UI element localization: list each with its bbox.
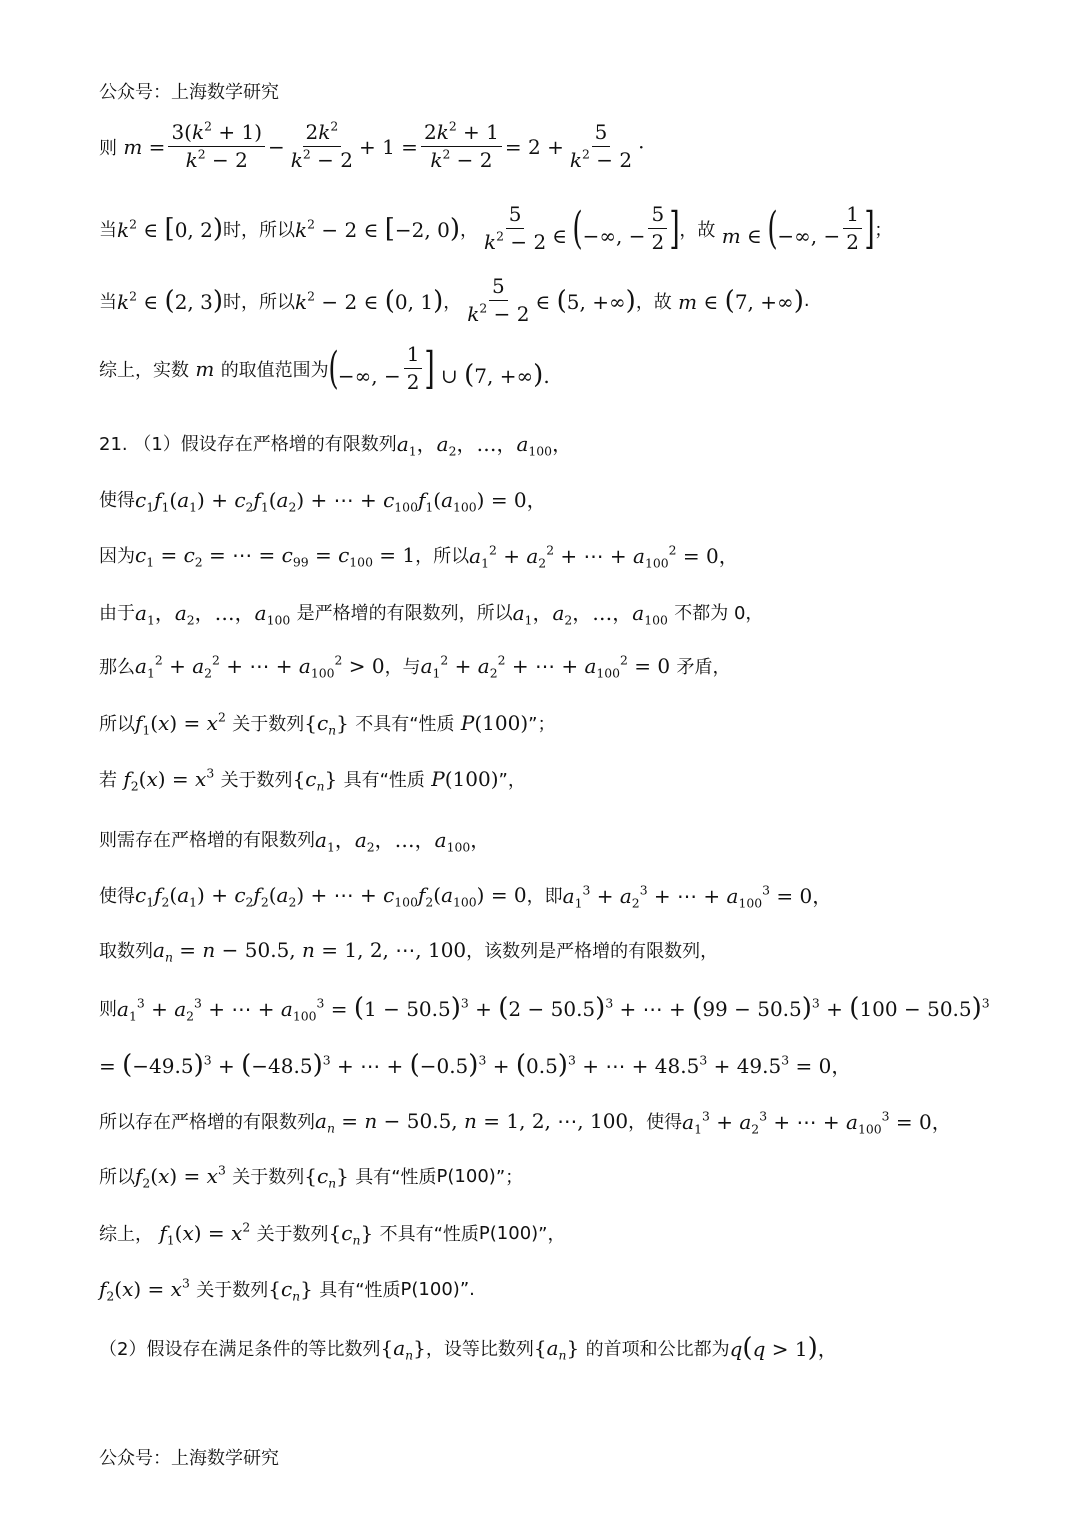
range-conclusion: 综上，实数 m 的取值范围为 (−∞, − $\frac{1}{2}$ ] ∪ (7, +∞). bbox=[99, 342, 550, 394]
line-f1-no-property: 所以 $f_1(x) = x^2$ 关于数列 $\{c_n\}$ 不具有“性质 P(100) ”； bbox=[99, 709, 556, 738]
line-c1f2: 使得 $c_1f_2(a_1) + c_2f_2(a_2)$ + ⋯ + $c_{100}f_2(a_{100}) = 0$ ，即 $a_1^3 + a_2^3$ + ⋯ + $a_{100}^3 = 0$， bbox=[99, 882, 833, 911]
line-cube-sum-2: = $(-49.5)^3 + (-48.5)^3$ + ⋯ + $(-0.5)^3 + (0.5)^3$ + ⋯ + $48.5^3 + 49.5^3 = 0$， bbox=[99, 1050, 852, 1080]
line-f2-has-property: 所以 $f_2(x) = x^3$ 关于数列 $\{c_n\}$ 具有“性质 P(100) ”； bbox=[99, 1162, 524, 1191]
case-line-1: 当 $k^2$ ∈ [0, 2) 时，所以 $k^2 - 2$ ∈ [−2, 0) ， $\frac{5}{k^2 - 2}$ ∈ (−∞, − $\frac{5}{2}$ ] ，故 m ∈ (−∞, − $\frac{1}{2}$ ] ； bbox=[99, 202, 893, 254]
equation-m: 则 m = $\frac{3(k^2 + 1)}{k^2 - 2}$ − $\frac{2k^2}{k^2 - 2}$ + 1 = $\frac{2k^2 + 1}{k^2 - 2}$ = 2 + $\frac{5}{k^2 - 2}$ · bbox=[99, 118, 645, 172]
line-not-all-zero: 由于 $a_1$，$a_2$，…，$a_{100}$ 是严格增的有限数列，所以 $a_1$，$a_2$，…，$a_{100}$ 不都为 0， bbox=[99, 601, 764, 628]
line-c-equal: 因为 $c_1 = c_2$ = ⋯ = $c_{99} = c_{100} = 1$ ，所以 $a_1^2 + a_2^2$ + ⋯ + $a_{100}^2 = 0$， bbox=[99, 542, 739, 571]
line-cube-sum-1: 则 $a_1^3 + a_2^3$ + ⋯ + $a_{100}^3 = (1 - 50.5)^3 + (2 - 50.5)^3$ + ⋯ + $(99 - 50.5)^3 + (100 - 50.5)^3$ bbox=[99, 993, 990, 1024]
line-need-exist: 则需存在严格增的有限数列 $a_1$，$a_2$，…，$a_{100}$， bbox=[99, 828, 491, 855]
line-if-f2: 若 $f_2(x) = x^3$ 关于数列 $\{c_n\}$ 具有“性质 P(100) ”， bbox=[99, 765, 526, 794]
line-summary-f1: 综上， $f_1(x) = x^2$ 关于数列 $\{c_n\}$ 不具有“性质 P(100) ”， bbox=[99, 1219, 566, 1248]
line-contradiction: 那么 $a_1^2 + a_2^2$ + ⋯ + $a_{100}^2 > 0$ ，与 $a_1^2 + a_2^2$ + ⋯ + $a_{100}^2 = 0$ 矛盾， bbox=[99, 652, 731, 681]
line-summary-f2: $f_2(x) = x^3$ 关于数列 $\{c_n\}$ 具有“性质 P(100) ”. bbox=[99, 1275, 475, 1304]
line-exists: 所以存在严格增的有限数列 $a_n = n - 50.5$, n = 1, 2, ⋯, 100 ，使得 $a_1^3 + a_2^3$ + ⋯ + $a_{100}^3 = 0$， bbox=[99, 1108, 952, 1137]
line-take-sequence: 取数列 $a_n = n - 50.5$, n = 1, 2, ⋯, 100 ，该数列是严格增的有限数列， bbox=[99, 938, 719, 965]
q21-intro: 21. （1）假设存在严格增的有限数列 $a_1$，$a_2$，…，$a_{100}$， bbox=[99, 432, 573, 459]
page-footer: 公众号：上海数学研究 bbox=[99, 1448, 279, 1469]
page-header: 公众号：上海数学研究 bbox=[99, 82, 279, 103]
case-line-2: 当 $k^2$ ∈ (2, 3) 时，所以 $k^2 - 2$ ∈ (0, 1) ， $\frac{5}{k^2 - 2}$ ∈ (5, +∞) ，故 m ∈ (7, +∞) . bbox=[99, 274, 810, 326]
line-c1f1: 使得 $c_1f_1(a_1) + c_2f_1(a_2)$ + ⋯ + $c_{100}f_1(a_{100}) = 0$， bbox=[99, 488, 547, 515]
q21-part2: （2）假设存在满足条件的等比数列 $\{a_n\}$ ，设等比数列 $\{a_n\}$ 的首项和公比都为 q(q > 1)， bbox=[99, 1333, 838, 1363]
